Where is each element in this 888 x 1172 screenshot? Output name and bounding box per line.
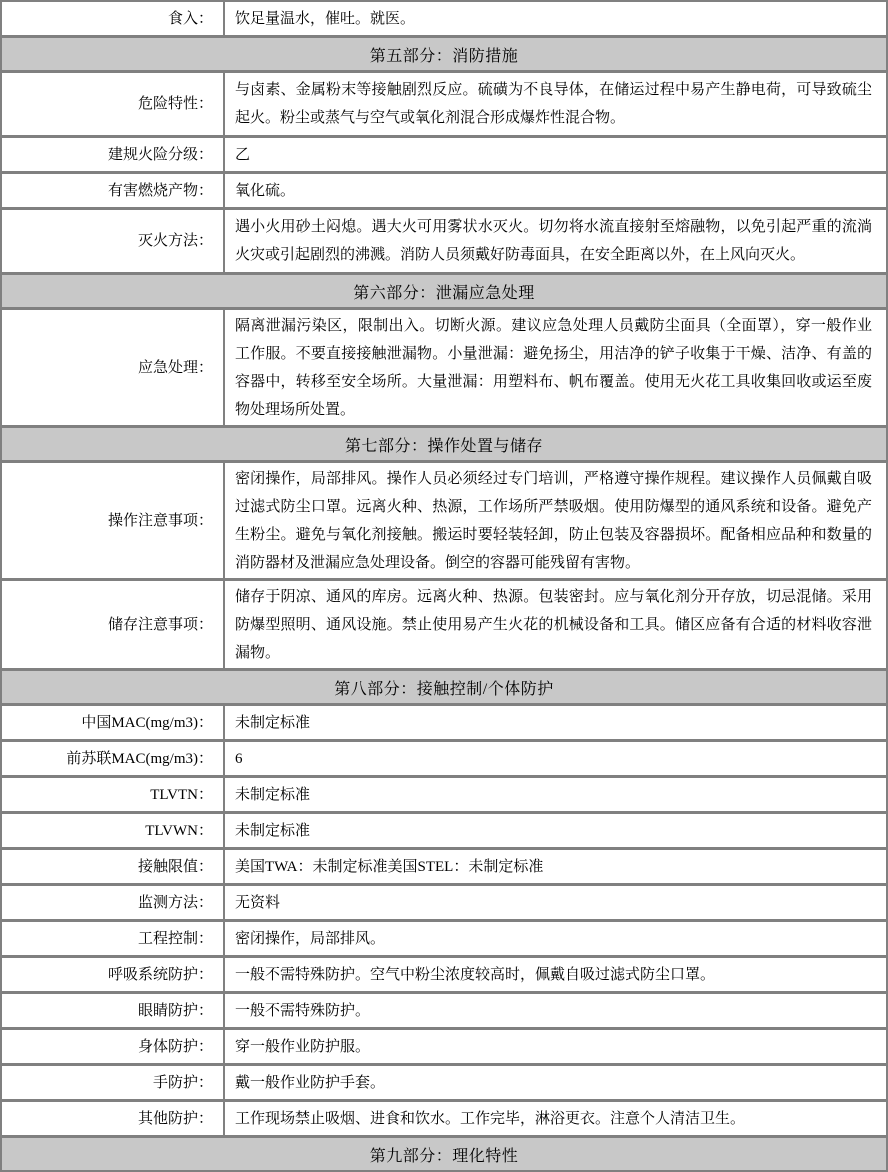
section-title: 第八部分：接触控制/个体防护 <box>334 680 554 698</box>
section-header-row <box>2 275 886 310</box>
field-label: 接触限值： <box>2 850 225 883</box>
field-label: TLVTN： <box>2 778 225 811</box>
table-row <box>2 886 886 922</box>
field-label: 应急处理： <box>2 310 225 425</box>
section-header-row <box>2 1138 886 1172</box>
field-value: 穿一般作业防护服。 <box>235 1038 371 1055</box>
field-value: 一般不需特殊防护。 <box>235 1002 371 1019</box>
field-value: 一般不需特殊防护。空气中粉尘浓度较高时，佩戴自吸过滤式防尘口罩。 <box>235 966 716 983</box>
field-value: 密闭操作，局部排风。操作人员必须经过专门培训，严格遵守操作规程。建议操作人员佩戴自吸过滤式防尘口罩。远离火种、热源，工作场所严禁吸烟。使用防爆型的通风系统和设备。避免产生粉尘。避免与氧化剂接触。搬运时要轻装轻卸，防止包装及容器损坏。配备相应品种和数量的消防器材及泄漏应急处理设备。倒空的容器可能残留有害物。 <box>235 470 872 571</box>
field-value: 未制定标准 <box>235 714 311 731</box>
field-label: 储存注意事项： <box>2 581 225 668</box>
table-row <box>2 994 886 1030</box>
field-label: 危险特性： <box>2 73 225 135</box>
field-label: 眼睛防护： <box>2 994 225 1027</box>
field-value: 氧化硫。 <box>235 182 296 199</box>
field-label: 其他防护： <box>2 1102 225 1135</box>
field-value: 6 <box>235 750 243 767</box>
table-row <box>2 778 886 814</box>
field-value: 美国TWA：未制定标准美国STEL：未制定标准 <box>235 858 544 875</box>
table-row <box>2 850 886 886</box>
msds-table <box>2 2 886 1172</box>
table-row <box>2 706 886 742</box>
section-title: 第七部分：操作处置与储存 <box>344 437 543 455</box>
field-value: 戴一般作业防护手套。 <box>235 1074 386 1091</box>
field-value: 乙 <box>235 146 251 163</box>
field-label: 呼吸系统防护： <box>2 958 225 991</box>
table-row <box>2 742 886 778</box>
field-value: 储存于阴凉、通风的库房。远离火种、热源。包装密封。应与氧化剂分开存放，切忌混储。采用防爆型照明、通风设施。禁止使用易产生火花的机械设备和工具。储区应备有合适的材料收容泄漏物。 <box>235 588 872 661</box>
field-value: 未制定标准 <box>235 786 311 803</box>
field-label: 灭火方法： <box>2 210 225 272</box>
field-label: 前苏联MAC(mg/m3)： <box>2 742 225 775</box>
field-label: 手防护： <box>2 1066 225 1099</box>
table-row <box>2 1066 886 1102</box>
table-row <box>2 922 886 958</box>
field-value: 饮足量温水，催吐。就医。 <box>235 10 416 27</box>
field-value: 隔离泄漏污染区，限制出入。切断火源。建议应急处理人员戴防尘面具（全面罩），穿一般作业工作服。不要直接接触泄漏物。小量泄漏：避免扬尘，用洁净的铲子收集于干燥、洁净、有盖的容器中，转移至安全场所。大量泄漏：用塑料布、帆布覆盖。使用无火花工具收集回收或运至废物处理场所处置。 <box>235 317 872 418</box>
table-row <box>2 463 886 581</box>
field-value: 密闭操作，局部排风。 <box>235 930 386 947</box>
table-row <box>2 310 886 428</box>
table-row <box>2 174 886 210</box>
field-value: 工作现场禁止吸烟、进食和饮水。工作完毕，淋浴更衣。注意个人清洁卫生。 <box>235 1110 746 1127</box>
section-header-row <box>2 428 886 463</box>
section-title: 第五部分：消防措施 <box>369 47 519 65</box>
field-label: 身体防护： <box>2 1030 225 1063</box>
table-row <box>2 2 886 38</box>
table-row <box>2 73 886 138</box>
field-label: 有害燃烧产物： <box>2 174 225 207</box>
field-label: TLVWN： <box>2 814 225 847</box>
field-label: 建规火险分级： <box>2 138 225 171</box>
section-header-row <box>2 671 886 706</box>
table-row <box>2 1102 886 1138</box>
section-title: 第六部分：泄漏应急处理 <box>353 284 535 302</box>
field-value: 遇小火用砂土闷熄。遇大火可用雾状水灭火。切勿将水流直接射至熔融物，以免引起严重的流淌火灾或引起剧烈的沸溅。消防人员须戴好防毒面具，在安全距离以外，在上风向灭火。 <box>235 219 872 263</box>
table-row <box>2 1030 886 1066</box>
table-row <box>2 958 886 994</box>
field-label: 操作注意事项： <box>2 463 225 578</box>
table-row <box>2 210 886 275</box>
field-label: 监测方法： <box>2 886 225 919</box>
field-label: 工程控制： <box>2 922 225 955</box>
field-value: 未制定标准 <box>235 822 311 839</box>
field-value: 无资料 <box>235 894 281 911</box>
section-title: 第九部分：理化特性 <box>369 1147 519 1165</box>
table-row <box>2 138 886 174</box>
field-label: 食入： <box>2 2 225 35</box>
table-row <box>2 814 886 850</box>
table-row <box>2 581 886 671</box>
field-label: 中国MAC(mg/m3)： <box>2 706 225 739</box>
field-value: 与卤素、金属粉末等接触剧烈反应。硫磺为不良导体，在储运过程中易产生静电荷，可导致硫尘起火。粉尘或蒸气与空气或氧化剂混合形成爆炸性混合物。 <box>235 82 872 126</box>
section-header-row <box>2 38 886 73</box>
